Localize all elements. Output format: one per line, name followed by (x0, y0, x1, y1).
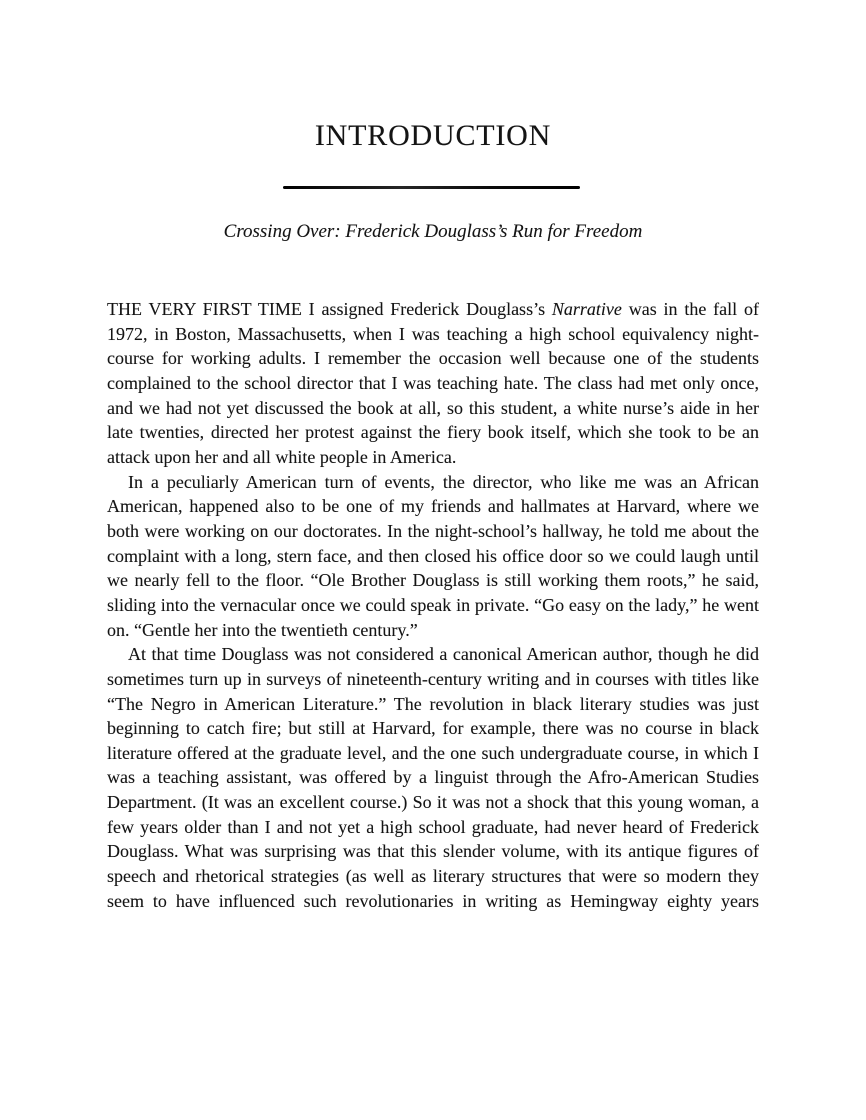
paragraph (107, 297, 759, 470)
paragraph (107, 642, 759, 913)
chapter-subtitle: Crossing Over: Frederick Douglass’s Run for Freedom (223, 221, 643, 242)
text-run: In a peculiarly American turn of events, the director, who like me was an African American, happened also to be one of my friends and hallmates at Harvard, where we both were working on our doctorates. In the night-school’s hallway, he told me about the complaint with a long, stern face, and then closed his office door so we could laugh until we nearly fell to the floor. “Ole Brother Douglass is still working them roots,” he said, sliding into the vernacular once we could speak in private. “Go easy on the lady,” he went on. “Gentle her into the twentieth century.” (107, 471, 759, 640)
page-title: INTRODUCTION (314, 119, 552, 152)
divider-rule (283, 186, 580, 189)
text-run: was in the fall of 1972, in Boston, Massachusetts, when I was teaching a high school equivalency night-course for working adults. I remember the occasion well because one of the students complained to the school director that I was teaching hate. The class had met only once, and we had not yet discussed the book at all, so this student, a white nurse’s aide in her late twenties, directed her protest against the fiery book itself, which she took to be an attack upon her and all white people in America. (107, 299, 759, 467)
text-run: THE VERY FIRST TIME I assigned Frederick Douglass’s (107, 299, 552, 319)
italic-text: Narrative (551, 299, 622, 319)
text-run: At that time Douglass was not considered a canonical American author, though he did sometimes turn up in surveys of nineteenth-century writing and in courses with titles like “The Negro in American Literature.” The revolution in black literary studies was just beginning to catch fire; but still at Harvard, for example, there was no course in black literature offered at the graduate level, and the one such undergraduate course, in which I was a teaching assistant, was offered by a linguist through the Afro-American Studies Department. (It was an excellent course.) So it was not a shock that this young woman, a few years older than I and not yet a high school graduate, had never heard of Frederick Douglass. What was surprising was that this slender volume, with its antique figures of speech and rhetorical strategies (as well as literary structures that were so modern they seem to have influenced such revolutionaries in writing as Hemingway eighty years (107, 644, 759, 911)
paragraph (107, 470, 759, 643)
body-text (107, 297, 759, 913)
